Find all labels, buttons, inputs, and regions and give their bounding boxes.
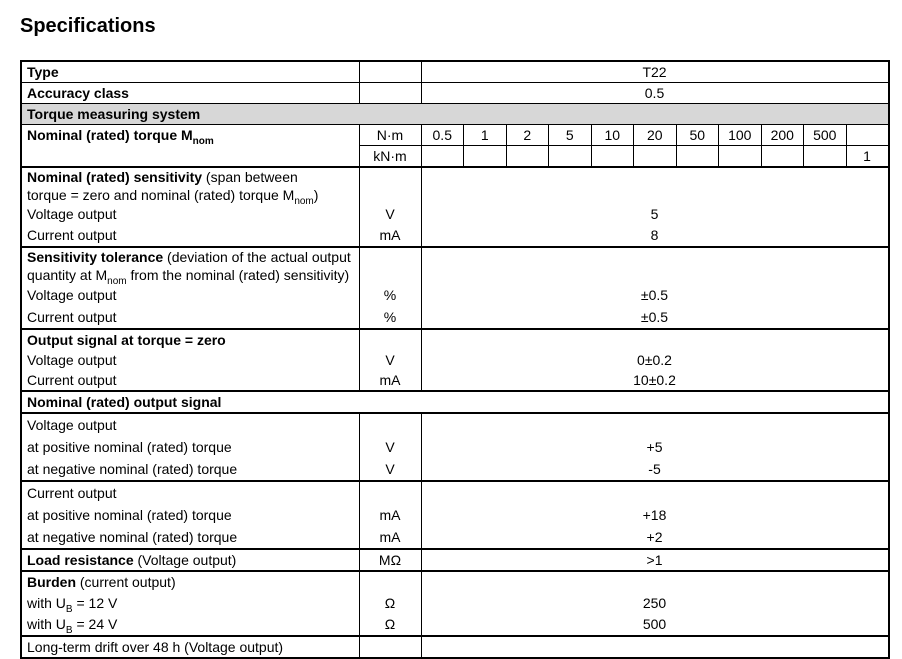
section-header: Torque measuring system [21, 104, 889, 125]
burden-row-label-sub: B [65, 624, 73, 636]
burden-row-label [27, 593, 359, 614]
nm-unit: N·m [359, 125, 421, 146]
torque-value-cell [846, 125, 889, 146]
row-nominal-torque-nm [21, 125, 889, 146]
burden-value-cell [421, 571, 889, 636]
burden-row-label-post: = 12 V [72, 595, 118, 611]
sensitivity-heading-line2 [27, 186, 359, 207]
partial-row-value-cell [421, 636, 889, 658]
current-output-label-cell [21, 481, 359, 549]
torque-value-cell [804, 146, 847, 168]
burden-heading-rest: (current output) [76, 574, 176, 590]
specifications-table [20, 60, 890, 659]
sensitivity-unit-cell [359, 167, 421, 247]
voltage-output-row-value: +5 [646, 439, 663, 455]
load-resistance-label-bold: Load resistance [27, 552, 134, 568]
zero-signal-row-label: Current output [27, 372, 117, 388]
partial-row-unit-cell [359, 636, 421, 658]
zero-signal-label-cell [21, 329, 359, 391]
accuracy-value: 0.5 [421, 83, 889, 104]
zero-signal-row-value: 10±0.2 [633, 372, 676, 388]
voltage-output-row-unit: V [385, 461, 395, 477]
burden-row-label-pre: with U [27, 595, 66, 611]
current-output-row-label: at negative nominal (rated) torque [27, 529, 238, 545]
accuracy-unit-cell [359, 83, 421, 104]
sensitivity-row-unit: V [385, 206, 395, 222]
tolerance-row-label: Voltage output [27, 287, 117, 303]
row-nominal-output-signal-header [21, 391, 889, 413]
torque-value-cell [464, 146, 507, 168]
tolerance-heading-line2-pre: quantity at M [27, 267, 108, 283]
voltage-output-row-unit: V [385, 439, 395, 455]
load-resistance-label-rest: (Voltage output) [133, 552, 237, 568]
torque-value-cell: 500 [804, 125, 847, 146]
tolerance-row-value: ±0.5 [640, 309, 669, 325]
voltage-output-value-cell [421, 413, 889, 481]
block-nominal-sensitivity [21, 167, 889, 247]
zero-signal-row-value: 0±0.2 [637, 352, 672, 368]
voltage-output-heading: Voltage output [27, 417, 117, 433]
burden-row-value: 500 [642, 616, 667, 632]
burden-label-cell [21, 571, 359, 636]
torque-value-cell [634, 146, 677, 168]
voltage-output-row-label: at negative nominal (rated) torque [27, 461, 238, 477]
tolerance-heading-line2 [27, 266, 359, 287]
sensitivity-row-value: 8 [650, 227, 659, 243]
sensitivity-value-cell [421, 167, 889, 247]
tolerance-label-cell [21, 247, 359, 329]
sensitivity-row-label: Current output [27, 227, 117, 243]
nominal-torque-label-sub: nom [192, 135, 214, 147]
load-resistance-value: >1 [421, 549, 889, 571]
current-output-row-label: at positive nominal (rated) torque [27, 507, 232, 523]
burden-heading-bold: Burden [27, 574, 76, 590]
torque-value-cell [676, 146, 719, 168]
sensitivity-row-unit: mA [379, 227, 401, 243]
load-resistance-label [21, 549, 359, 571]
sensitivity-heading-bold: Nominal (rated) sensitivity [27, 169, 203, 185]
knm-unit: kN·m [359, 146, 421, 168]
torque-value-cell: 1 [846, 146, 889, 168]
burden-row-value: 250 [642, 595, 667, 611]
current-output-row-value: +18 [642, 507, 667, 523]
sensitivity-heading-line2-post: ) [313, 187, 319, 203]
row-section-torque-measuring-system [21, 104, 889, 125]
nominal-torque-label [21, 125, 359, 168]
burden-unit-cell [359, 571, 421, 636]
sensitivity-heading-line2-sub: nom [294, 195, 314, 207]
row-type [21, 61, 889, 83]
torque-value-cell [591, 146, 634, 168]
tolerance-heading-line2-sub: nom [107, 275, 127, 287]
sensitivity-heading-line2-pre: torque = zero and nominal (rated) torque M [27, 187, 295, 203]
current-output-heading: Current output [27, 485, 117, 501]
block-voltage-output [21, 413, 889, 481]
burden-row-label-pre: with U [27, 616, 66, 632]
torque-value-cell [506, 146, 549, 168]
burden-row-unit: Ω [384, 616, 396, 632]
tolerance-heading-rest: (deviation of the actual output [163, 249, 351, 265]
torque-value-cell: 2 [506, 125, 549, 146]
nominal-output-header: Nominal (rated) output signal [21, 391, 889, 413]
torque-value-cell: 200 [761, 125, 804, 146]
sensitivity-heading-rest: (span between [202, 169, 298, 185]
current-output-row-unit: mA [379, 507, 401, 523]
zero-signal-row-unit: mA [379, 372, 401, 388]
tolerance-row-value: ±0.5 [640, 287, 669, 303]
sensitivity-label-cell [21, 167, 359, 247]
voltage-output-row-value: -5 [648, 461, 661, 477]
burden-row-label-sub: B [65, 603, 73, 615]
zero-signal-unit-cell [359, 329, 421, 391]
tolerance-heading-bold: Sensitivity tolerance [27, 249, 164, 265]
torque-value-cell: 5 [549, 125, 592, 146]
nominal-torque-label-text: Nominal (rated) torque M [27, 127, 193, 143]
tolerance-value-cell [421, 247, 889, 329]
torque-value-cell: 50 [676, 125, 719, 146]
sensitivity-row-label: Voltage output [27, 206, 117, 222]
block-burden [21, 571, 889, 636]
page-title: Specifications [20, 15, 156, 37]
block-sensitivity-tolerance [21, 247, 889, 329]
voltage-output-label-cell [21, 413, 359, 481]
torque-value-cell [549, 146, 592, 168]
type-value: T22 [421, 61, 889, 83]
sensitivity-heading-line1 [27, 168, 359, 186]
type-unit-cell [359, 61, 421, 83]
row-partial-bottom [21, 636, 889, 658]
current-output-row-value: +2 [646, 529, 663, 545]
tolerance-unit-cell [359, 247, 421, 329]
block-current-output [21, 481, 889, 549]
zero-signal-value-cell [421, 329, 889, 391]
block-output-signal-zero [21, 329, 889, 391]
torque-value-cell [761, 146, 804, 168]
tolerance-row-label: Current output [27, 309, 117, 325]
current-output-value-cell [421, 481, 889, 549]
burden-row-unit: Ω [384, 595, 396, 611]
type-label: Type [21, 61, 359, 83]
torque-value-cell [719, 146, 762, 168]
torque-value-cell [421, 146, 464, 168]
row-accuracy-class [21, 83, 889, 104]
torque-value-cell: 100 [719, 125, 762, 146]
tolerance-heading-line2-post: from the nominal (rated) sensitivity) [126, 267, 350, 283]
zero-signal-heading: Output signal at torque = zero [27, 332, 226, 348]
current-output-row-unit: mA [379, 529, 401, 545]
partial-row-label: Long-term drift over 48 h (Voltage output) [21, 636, 359, 658]
load-resistance-unit: MΩ [359, 549, 421, 571]
tolerance-row-unit: % [383, 309, 397, 325]
torque-value-cell: 0.5 [421, 125, 464, 146]
burden-row-label-post: = 24 V [72, 616, 118, 632]
zero-signal-row-label: Voltage output [27, 352, 117, 368]
burden-heading [27, 572, 359, 593]
torque-value-cell: 1 [464, 125, 507, 146]
tolerance-row-unit: % [383, 287, 397, 303]
row-load-resistance [21, 549, 889, 571]
torque-value-cell: 10 [591, 125, 634, 146]
accuracy-label: Accuracy class [21, 83, 359, 104]
zero-signal-row-unit: V [385, 352, 395, 368]
torque-value-cell: 20 [634, 125, 677, 146]
sensitivity-row-value: 5 [650, 206, 659, 222]
voltage-output-unit-cell [359, 413, 421, 481]
voltage-output-row-label: at positive nominal (rated) torque [27, 439, 232, 455]
tolerance-heading-line1 [27, 248, 359, 266]
current-output-unit-cell [359, 481, 421, 549]
